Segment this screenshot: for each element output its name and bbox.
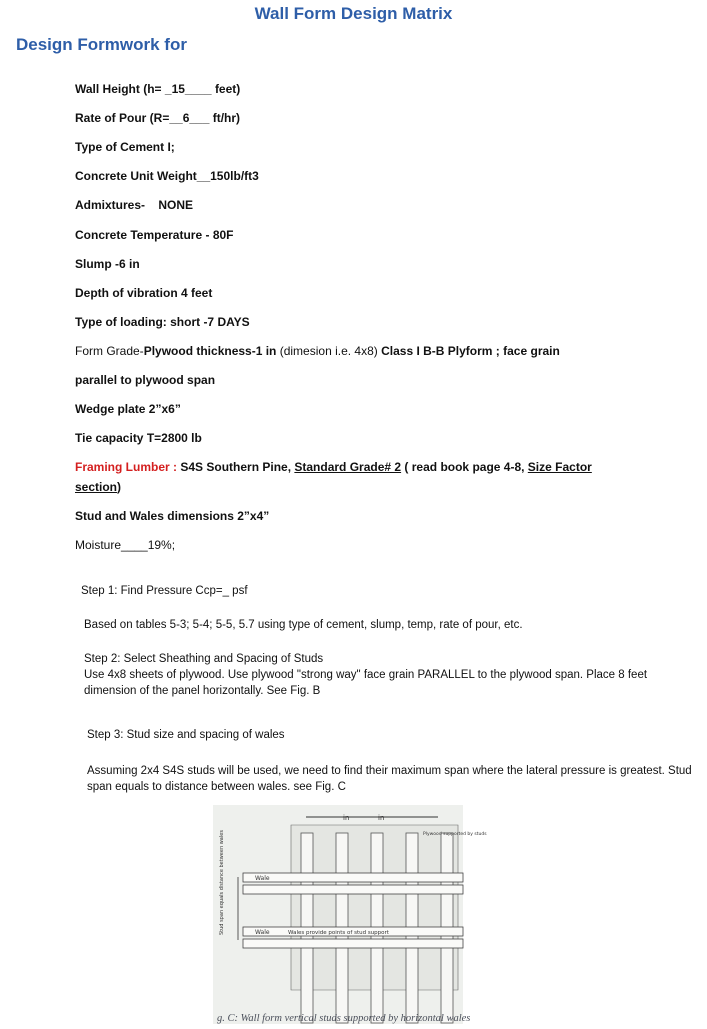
spec-stud-dimensions: Stud and Wales dimensions 2”x4”: [75, 509, 270, 523]
step-2-heading: Step 2: Select Sheathing and Spacing of Studs: [84, 653, 324, 665]
framing-species: S4S Southern Pine,: [180, 460, 295, 474]
admixtures-value: NONE: [158, 198, 194, 212]
spec-tie-capacity: Tie capacity T=2800 lb: [75, 431, 202, 445]
spec-unit-weight: Concrete Unit Weight__150lb/ft3: [75, 169, 259, 183]
step-3-heading: Step 3: Stud size and spacing of wales: [87, 729, 285, 741]
wale-label-top: Wale: [255, 875, 270, 882]
form-grade-thickness: Plywood thickness-1 in: [143, 344, 277, 358]
wall-form-drawing: [213, 805, 487, 1024]
step-1-heading: Step 1: Find Pressure Ccp=_ psf: [81, 585, 248, 597]
wale-top-back: [243, 885, 463, 894]
framing-close-paren: ): [117, 480, 122, 494]
document-title: Wall Form Design Matrix: [254, 4, 453, 23]
spec-loading: Type of loading: short -7 DAYS: [75, 315, 250, 329]
spec-framing-lumber-continued: [75, 480, 121, 494]
spec-moisture: Moisture____19%;: [75, 538, 176, 552]
framing-label: Framing Lumber :: [75, 460, 181, 474]
plywood-label: Plywood supported by studs: [423, 832, 487, 837]
spec-wall-height: Wall Height (h= _15____ feet): [75, 82, 241, 96]
wales-support-label: Wales provide points of stud support: [288, 930, 389, 936]
framing-reference: ( read book page 4-8,: [401, 460, 528, 474]
spacing-dimension-label-2: in: [378, 814, 385, 822]
framing-grade-link[interactable]: Standard Grade# 2: [294, 460, 402, 474]
wale-bottom-back: [243, 939, 463, 948]
spacing-dimension-label: in: [343, 814, 350, 822]
spec-form-grade-continued: parallel to plywood span: [75, 373, 216, 387]
size-factor-link[interactable]: Size Factor: [527, 460, 592, 474]
size-factor-section-link[interactable]: section: [75, 480, 118, 494]
spec-vibration-depth: Depth of vibration 4 feet: [75, 286, 213, 300]
wale-label-bottom: Wale: [255, 929, 270, 936]
spec-form-grade: [75, 344, 560, 358]
section-heading: Design Formwork for: [16, 35, 187, 54]
spec-admixtures: [75, 198, 193, 212]
form-grade-dimension: (dimesion i.e. 4x8): [276, 344, 382, 358]
spec-rate-of-pour: Rate of Pour (R=__6___ ft/hr): [75, 111, 241, 125]
spec-framing-lumber: [75, 460, 592, 474]
figure-caption: g. C: Wall form vertical studs supported by horizontal wales: [217, 1013, 471, 1024]
spec-slump: Slump -6 in: [75, 257, 140, 271]
wale-top-front: [243, 873, 463, 882]
form-grade-label: Form Grade-: [75, 344, 144, 358]
spec-cement-type: Type of Cement I;: [75, 140, 175, 154]
stud-span-label: Stud span equals distance between wales: [219, 830, 225, 935]
form-grade-class: Class I B-B Plyform ; face grain: [381, 344, 560, 358]
admixtures-label: Admixtures-: [75, 198, 146, 212]
wall-form-figure: [213, 805, 487, 1024]
spec-temperature: Concrete Temperature - 80F: [75, 228, 234, 242]
step-1-note: Based on tables 5-3; 5-4; 5-5, 5.7 using type of cement, slump, temp, rate of pour, etc.: [84, 619, 523, 631]
step-2-body: Use 4x8 sheets of plywood. Use plywood "strong way" face grain PARALLEL to the plywood span. Place 8 feet dimension of the panel horizontally. See Fig. B: [84, 669, 648, 697]
spec-wedge-plate: Wedge plate 2”x6”: [75, 402, 181, 416]
step-3-body: Assuming 2x4 S4S studs will be used, we need to find their maximum span where the lateral pressure is greatest. Stud span equals to distance between wales. see Fig. C: [87, 765, 692, 793]
